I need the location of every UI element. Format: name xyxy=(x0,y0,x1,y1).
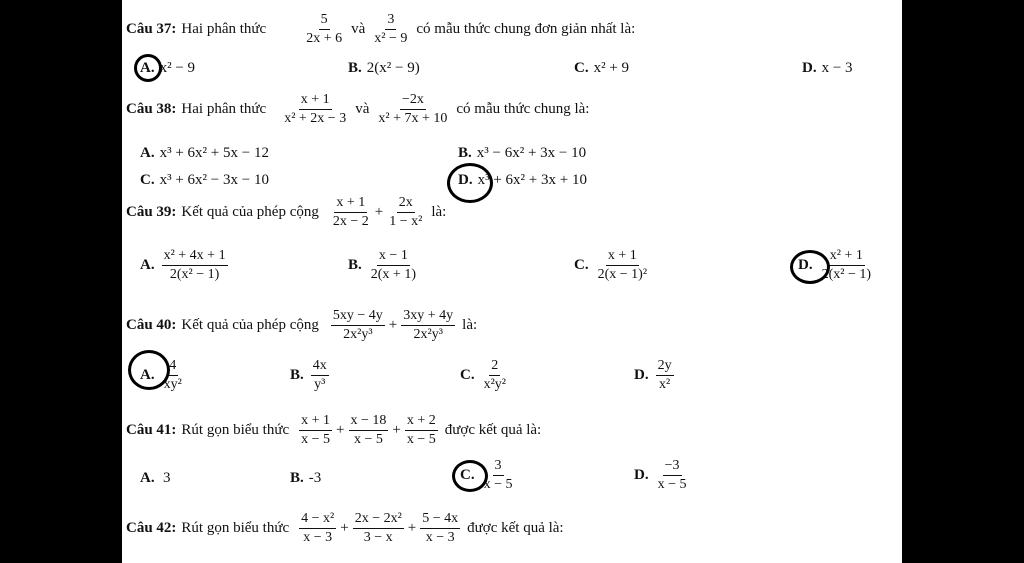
fraction: $\frac{x + 1}{\text{x² + 2x − 3}}$ xyxy=(284,92,347,126)
fraction: $\frac{2y}{\text{x²}}$ xyxy=(657,358,672,392)
option-b: B. $\frac{4x}{\text{y³}}$ xyxy=(290,358,327,392)
fraction: $\frac{2x}{\text{1 − x²}}$ xyxy=(389,195,423,229)
fraction: $\frac{x + 1}{2x - 2}$ xyxy=(332,195,369,229)
question-stem: Hai phân thức xyxy=(181,21,267,37)
option-a: A. xyxy=(140,470,155,486)
option-a: A. $\frac{\text{x² + 4x + 1}}{\text{2(x² − 1)}}$ xyxy=(140,248,226,282)
fraction: $\frac{3}{x - 5}$ xyxy=(483,458,513,492)
fraction: $\frac{5}{2x + 6}$ xyxy=(306,12,343,46)
option-a-value: 3 xyxy=(163,470,171,486)
question-label: Câu 37: xyxy=(126,21,177,37)
option-c: C. x³ + 6x² − 3x − 10 xyxy=(140,172,269,188)
option-c: C. x² + 9 xyxy=(574,60,630,76)
option-d: D. x³ + 6x² + 3x + 10 xyxy=(458,172,587,188)
fraction: $\frac{3}{\text{x² − 9}}$ xyxy=(374,12,408,46)
fraction: $\frac{3xy + 4y}{\text{2x²y³}}$ xyxy=(403,308,454,342)
option-c: C. $\frac{x + 1}{\text{2(x − 1)²}}$ xyxy=(574,248,648,282)
fraction: $\frac{x - 18}{x - 5}$ xyxy=(350,413,387,447)
option-d: D. $\frac{2y}{\text{x²}}$ xyxy=(634,358,672,392)
question-41: Câu 41: Rút gọn biểu thức $\frac{x + 1}{x - 5}$ + $\frac{x - 18}{x - 5}$ + $\frac{x + 2}{x - 5}$ được kết quả là: xyxy=(126,413,542,447)
option-d: D. $\frac{-3}{x - 5}$ xyxy=(634,458,687,492)
fraction: $\frac{4x}{\text{y³}}$ xyxy=(312,358,327,392)
fraction: $\frac{-2x}{\text{x² + 7x + 10}}$ xyxy=(378,92,448,126)
fraction: $\frac{x + 1}{x - 5}$ xyxy=(301,413,331,447)
fraction: $\frac{x - 1}{2(x + 1)}$ xyxy=(370,248,416,282)
option-b: B. -3 xyxy=(290,470,322,486)
option-b: B. 2(x² − 9) xyxy=(348,60,420,76)
fraction: $\frac{\text{4 − x²}}{x - 3}$ xyxy=(301,511,335,545)
worksheet-page xyxy=(122,0,902,563)
fraction: $\frac{x + 1}{\text{2(x − 1)²}}$ xyxy=(597,248,648,282)
option-d: D. $\frac{\text{x² + 1}}{\text{2(x² − 1)}}$ xyxy=(798,248,872,282)
fraction: $\frac{5xy - 4y}{\text{2x²y³}}$ xyxy=(332,308,383,342)
fraction: $\frac{2}{\text{x²y²}}$ xyxy=(483,358,506,392)
option-b: B. x³ − 6x² + 3x − 10 xyxy=(458,145,587,161)
option-a: A. x³ + 6x² + 5x − 12 xyxy=(140,145,269,161)
fraction: $\frac{\text{2x − 2x²}}{3 - x}$ xyxy=(354,511,402,545)
question-40: Câu 40: Kết quả của phép cộng $\frac{5xy - 4y}{\text{2x²y³}}$ + $\frac{3xy + 4y}{\text{2x²y³}}$ là: xyxy=(126,308,478,342)
fraction: $\frac{\text{x² + 4x + 1}}{\text{2(x² − 1)}}$ xyxy=(163,248,226,282)
option-c: C. $\frac{2}{\text{x²y²}}$ xyxy=(460,358,506,392)
question-39: Câu 39: Kết quả của phép cộng $\frac{x + 1}{2x - 2}$ + $\frac{2x}{\text{1 − x²}}$ là: xyxy=(126,195,447,229)
question-42: Câu 42: Rút gọn biểu thức $\frac{\text{4 − x²}}{x - 3}$ + $\frac{\text{2x − 2x²}}{3 - x}$ + $\frac{5 - 4x}{x - 3}$ được kết quả là: xyxy=(126,511,564,545)
option-a: A. x² − 9 xyxy=(140,60,196,76)
fraction: $\frac{-3}{x - 5}$ xyxy=(657,458,687,492)
question-38: Câu 38: Hai phân thức $\frac{x + 1}{\text{x² + 2x − 3}}$ và $\frac{-2x}{\text{x² + 7x + 10}}$ có mẫu thức chung là: xyxy=(126,92,590,126)
question-37: Câu 37: Hai phân thức $\frac{5}{2x + 6}$ và $\frac{3}{\text{x² − 9}}$ có mẫu thức chung đơn giản nhất là: xyxy=(126,12,636,46)
option-c: C. $\frac{3}{x - 5}$ xyxy=(460,458,513,492)
fraction: $\frac{\text{x² + 1}}{\text{2(x² − 1)}}$ xyxy=(821,248,872,282)
fraction: $\frac{4}{\text{xy²}}$ xyxy=(163,358,182,392)
option-d: D. x − 3 xyxy=(802,60,853,76)
option-a: A. $\frac{4}{\text{xy²}}$ xyxy=(140,358,182,392)
option-b: B. $\frac{x - 1}{2(x + 1)}$ xyxy=(348,248,416,282)
fraction: $\frac{x + 2}{x - 5}$ xyxy=(406,413,436,447)
fraction: $\frac{5 - 4x}{x - 3}$ xyxy=(422,511,459,545)
